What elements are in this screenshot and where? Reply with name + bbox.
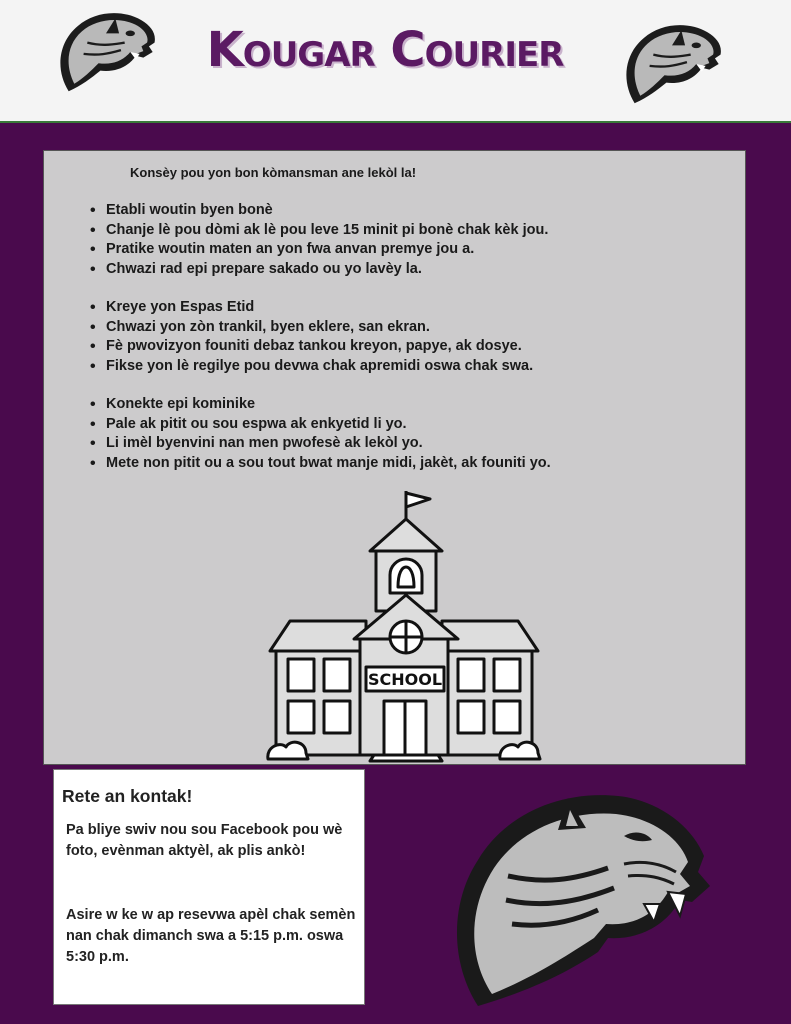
tip-item: • Chanje lè pou dòmi ak lè pou leve 15 minit pi bonè chak kèk jou.: [90, 221, 730, 241]
tip-item: • Konekte epi kominike: [90, 395, 730, 415]
tip-item: • Etabli woutin byen bonè: [90, 201, 730, 221]
tip-item: • Pratike woutin maten an yon fwa anvan premye jou a.: [90, 240, 730, 260]
contact-title: Rete an kontak!: [62, 786, 193, 806]
tips-list: [90, 201, 730, 473]
cougar-mascot-icon: [616, 16, 728, 112]
tip-item: • Chwazi yon zòn trankil, byen eklere, san ekran.: [90, 318, 730, 338]
tip-item: • Pale ak pitit ou sou espwa ak enkyetid li yo.: [90, 415, 730, 435]
weekly-call-paragraph: Asire w ke w ap resevwa apèl chak semèn nan chak dimanch swa a 5:15 p.m. oswa 5:30 p.m.: [66, 907, 356, 965]
tip-item: • Li imèl byenvini nan men pwofesè ak lekòl yo.: [90, 434, 730, 454]
facebook-paragraph: Pa bliye swiv nou sou Facebook pou wè foto, evènman aktyèl, ak plis ankò!: [66, 822, 343, 859]
contact-box: [53, 769, 365, 1005]
cougar-mascot-icon: [50, 4, 162, 100]
newsletter-title: Kougar Courier: [206, 22, 564, 78]
back-to-school-tips-panel: [43, 150, 746, 765]
cougar-mascot-icon: [448, 776, 718, 1008]
masthead-bar: [0, 0, 791, 123]
tip-item: • Kreye yon Espas Etid: [90, 298, 730, 318]
tip-item: • Fikse yon lè regilye pou devwa chak apremidi oswa chak swa.: [90, 357, 730, 377]
school-building-icon: [266, 489, 542, 767]
tip-item: • Fè pwovizyon founiti debaz tankou kreyon, papye, ak dosye.: [90, 337, 730, 357]
school-sign-label: SCHOOL: [367, 670, 443, 689]
tip-item: • Chwazi rad epi prepare sakado ou yo lavèy la.: [90, 260, 730, 280]
tips-heading: Konsèy pou yon bon kòmansman ane lekòl la!: [130, 165, 417, 180]
tip-item: • Mete non pitit ou a sou tout bwat manje midi, jakèt, ak founiti yo.: [90, 454, 730, 474]
